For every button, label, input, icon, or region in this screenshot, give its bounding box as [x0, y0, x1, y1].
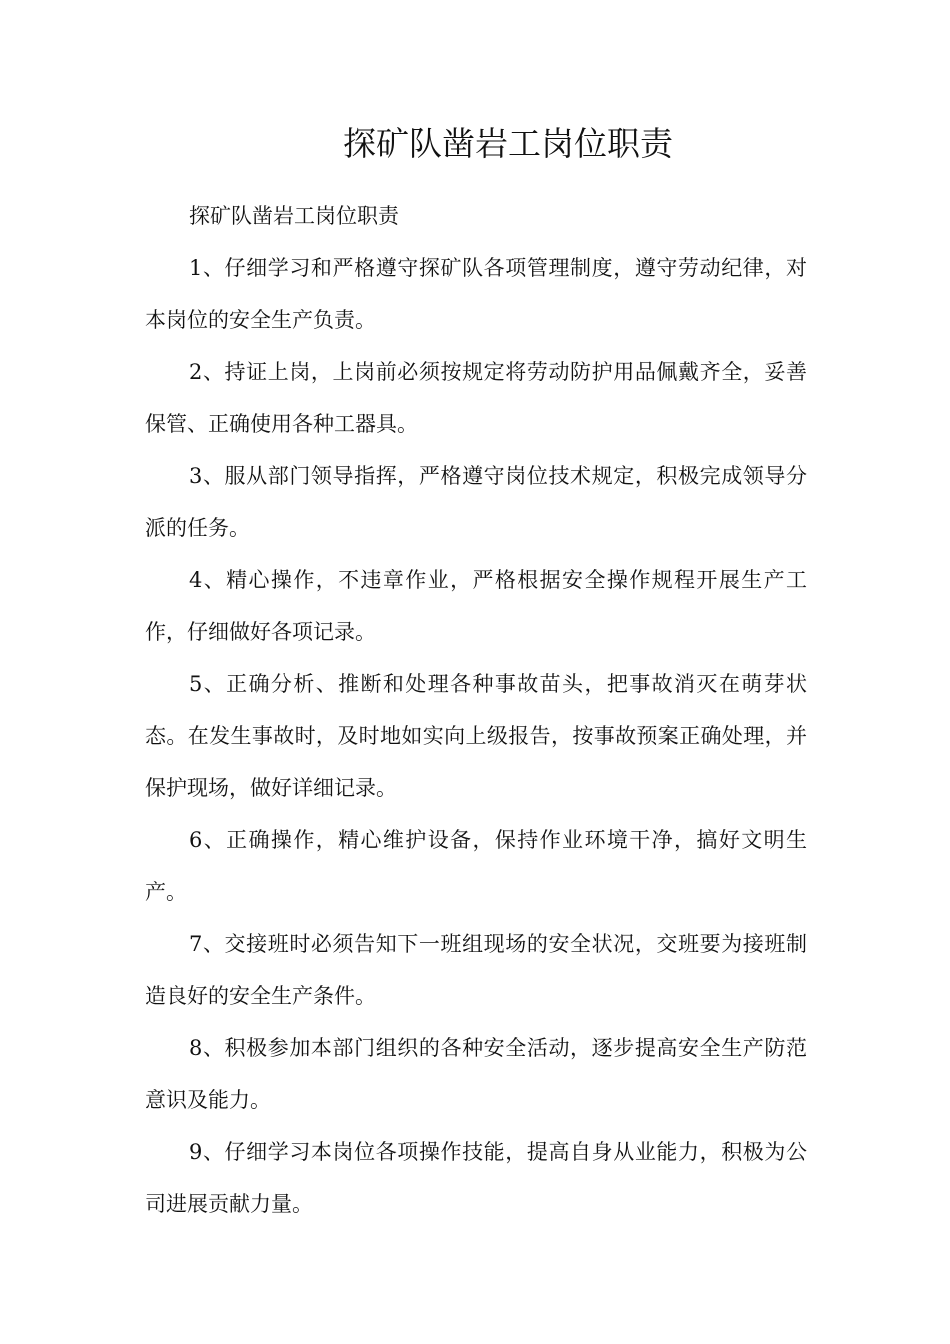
duty-item-3: 3、服从部门领导指挥，严格遵守岗位技术规定，积极完成领导分派的任务。 [145, 464, 807, 540]
duty-item-8: 8、积极参加本部门组织的各种安全活动，逐步提高安全生产防范意识及能力。 [145, 1036, 807, 1112]
document-title: 探矿队凿岩工岗位职责 [343, 124, 673, 163]
duty-item-9: 9、仔细学习本岗位各项操作技能，提高自身从业能力，积极为公司进展贡献力量。 [145, 1140, 807, 1216]
duty-item-5: 5、正确分析、推断和处理各种事故苗头，把事故消灭在萌芽状态。在发生事故时，及时地如实向上级报告，按事故预案正确处理，并保护现场，做好详细记录。 [145, 672, 807, 800]
duty-item-2: 2、持证上岗，上岗前必须按规定将劳动防护用品佩戴齐全，妥善保管、正确使用各种工器具。 [145, 360, 807, 436]
duty-item-6: 6、正确操作，精心维护设备，保持作业环境干净，搞好文明生产。 [145, 828, 807, 904]
subtitle-paragraph: 探矿队凿岩工岗位职责 [189, 204, 399, 228]
document-body [145, 190, 807, 1230]
duty-item-4: 4、精心操作，不违章作业，严格根据安全操作规程开展生产工作，仔细做好各项记录。 [145, 568, 807, 644]
duty-item-1: 1、仔细学习和严格遵守探矿队各项管理制度，遵守劳动纪律，对本岗位的安全生产负责。 [145, 256, 807, 332]
duty-item-7: 7、交接班时必须告知下一班组现场的安全状况，交班要为接班制造良好的安全生产条件。 [145, 932, 807, 1008]
